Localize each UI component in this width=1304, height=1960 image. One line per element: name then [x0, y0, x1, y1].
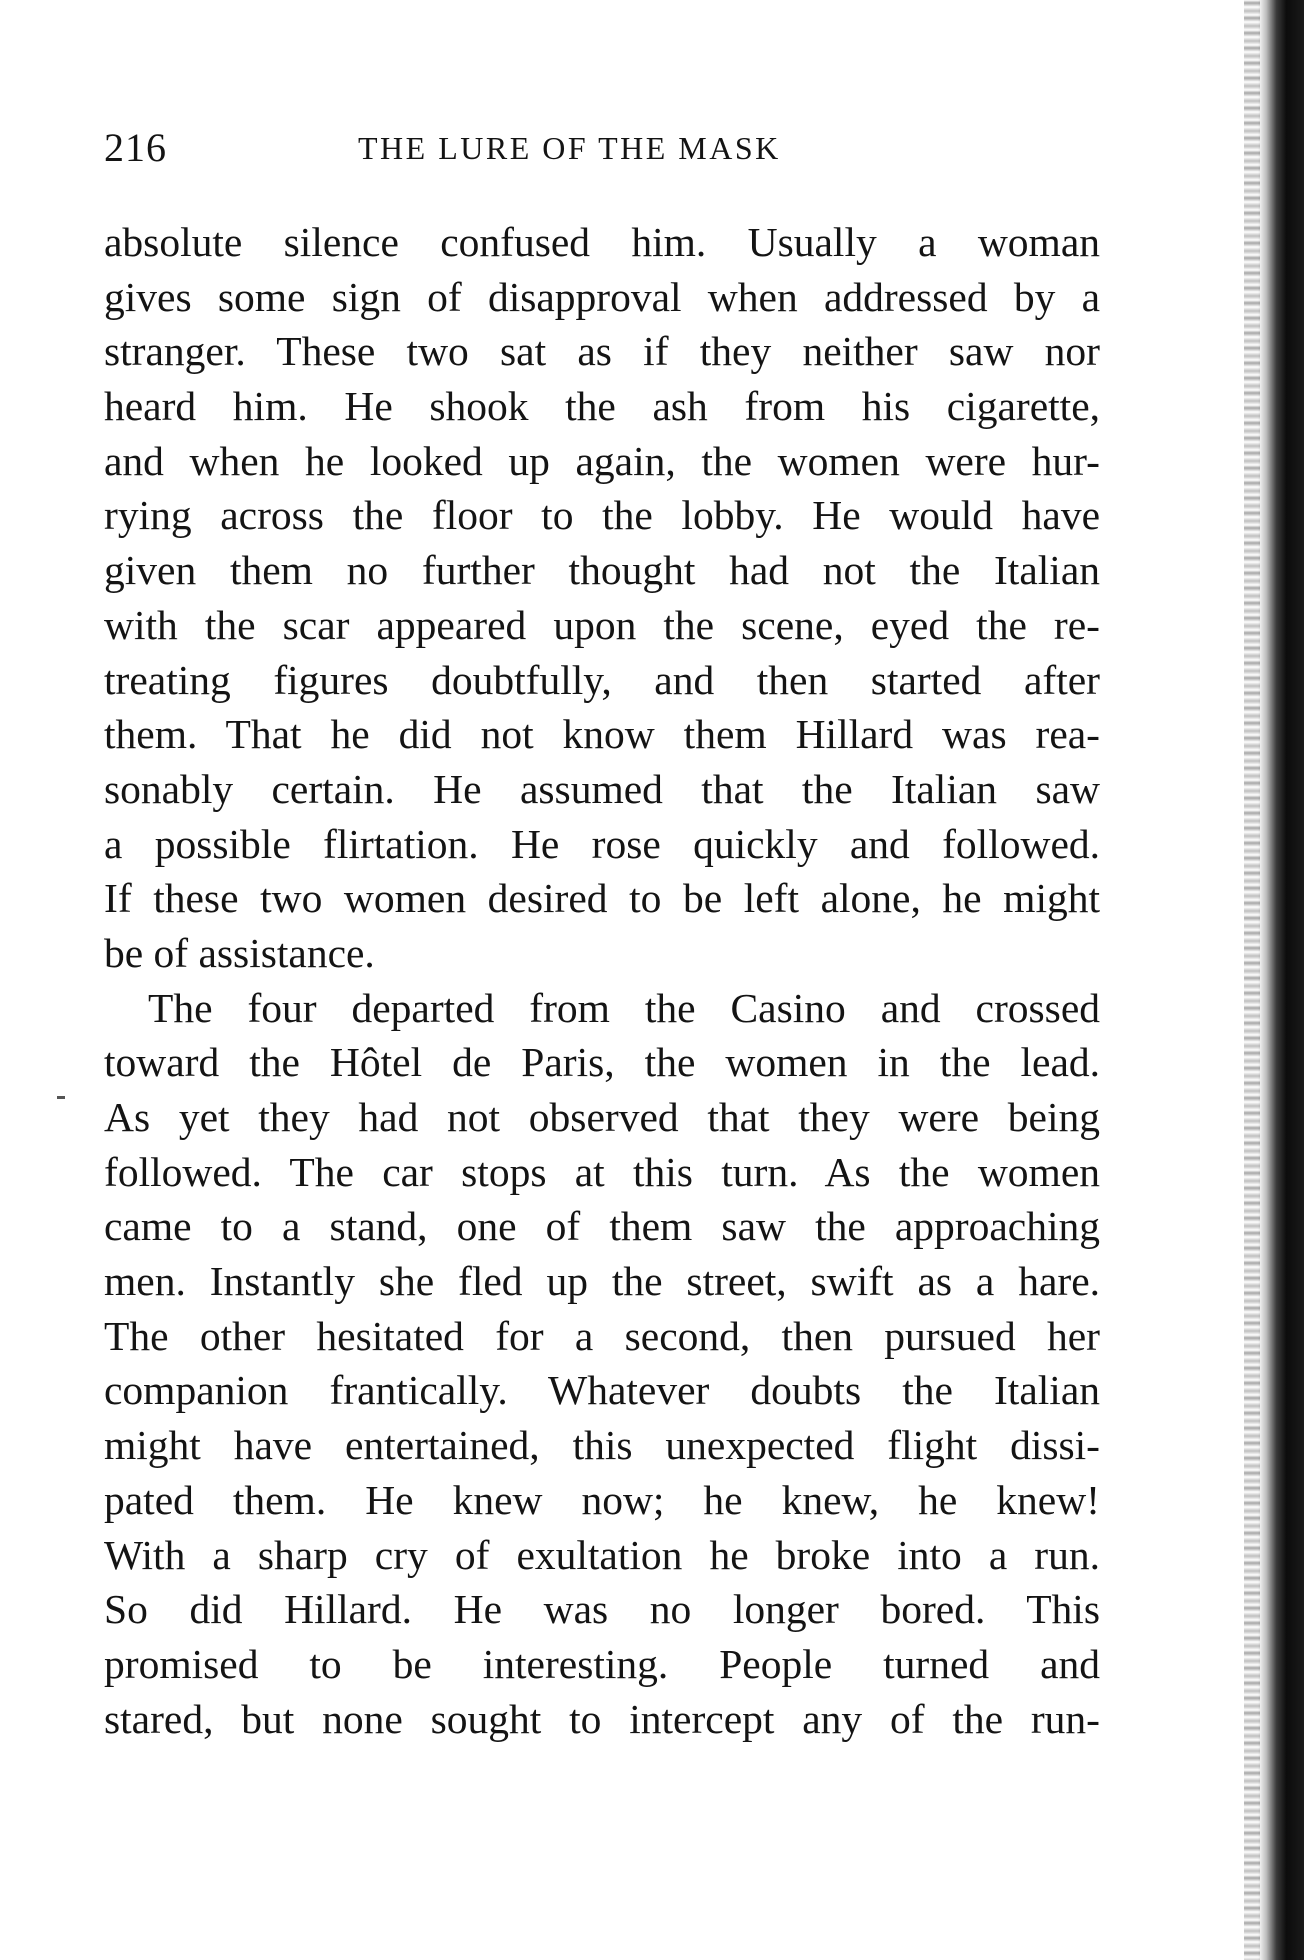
text-line: might have entertained, this unexpected flight dissi- — [104, 1422, 1100, 1469]
text-line: If these two women desired to be left alone, he might — [104, 875, 1100, 922]
text-line: given them no further thought had not the Italian — [104, 547, 1100, 594]
text-line: gives some sign of disapproval when addressed by a — [104, 273, 1100, 320]
text-line: With a sharp cry of exultation he broke into a run. — [104, 1531, 1100, 1578]
text-line: As yet they had not observed that they were being — [104, 1094, 1100, 1140]
text-line: pated them. He knew now; he knew, he knew! — [104, 1476, 1100, 1523]
page-number: 216 — [104, 125, 167, 170]
text-line: absolute silence confused him. Usually a woman — [104, 219, 1100, 265]
running-title: THE LURE OF THE MASK — [358, 130, 781, 166]
text-line: came to a stand, one of them saw the approaching — [104, 1203, 1100, 1250]
text-line: toward the Hôtel de Paris, the women in the lead. — [104, 1039, 1100, 1086]
text-line: rying across the floor to the lobby. He would have — [104, 492, 1100, 539]
text-line: The other hesitated for a second, then pursued her — [104, 1312, 1100, 1359]
text-line: heard him. He shook the ash from his cigarette, — [104, 383, 1100, 430]
paragraph-start-line: The four departed from the Casino and crossed — [148, 984, 1100, 1031]
paragraph-end-line: be of assistance. — [104, 929, 375, 976]
text-line: and when he looked up again, the women were hur- — [104, 437, 1100, 484]
text-line: stranger. These two sat as if they neither saw nor — [104, 328, 1100, 375]
text-line: stared, but none sought to intercept any of the run- — [104, 1695, 1100, 1742]
text-line: So did Hillard. He was no longer bored. This — [104, 1586, 1100, 1633]
page-binding-edge — [1258, 0, 1304, 1960]
text-line: men. Instantly she fled up the street, swift as a hare. — [104, 1258, 1100, 1305]
page-body — [104, 215, 1100, 1746]
text-line: promised to be interesting. People turned and — [104, 1640, 1100, 1687]
text-line: companion frantically. Whatever doubts the Italian — [104, 1367, 1100, 1414]
text-line: treating figures doubtfully, and then started after — [104, 656, 1100, 703]
text-line: a possible flirtation. He rose quickly and followed. — [104, 820, 1100, 867]
margin-speck — [57, 1096, 65, 1099]
page-header — [104, 124, 1100, 180]
text-line: followed. The car stops at this turn. As the women — [104, 1148, 1100, 1195]
text-line: with the scar appeared upon the scene, eyed the re- — [104, 601, 1100, 648]
text-line: them. That he did not know them Hillard was rea- — [104, 711, 1100, 758]
text-line: sonably certain. He assumed that the Italian saw — [104, 765, 1100, 812]
